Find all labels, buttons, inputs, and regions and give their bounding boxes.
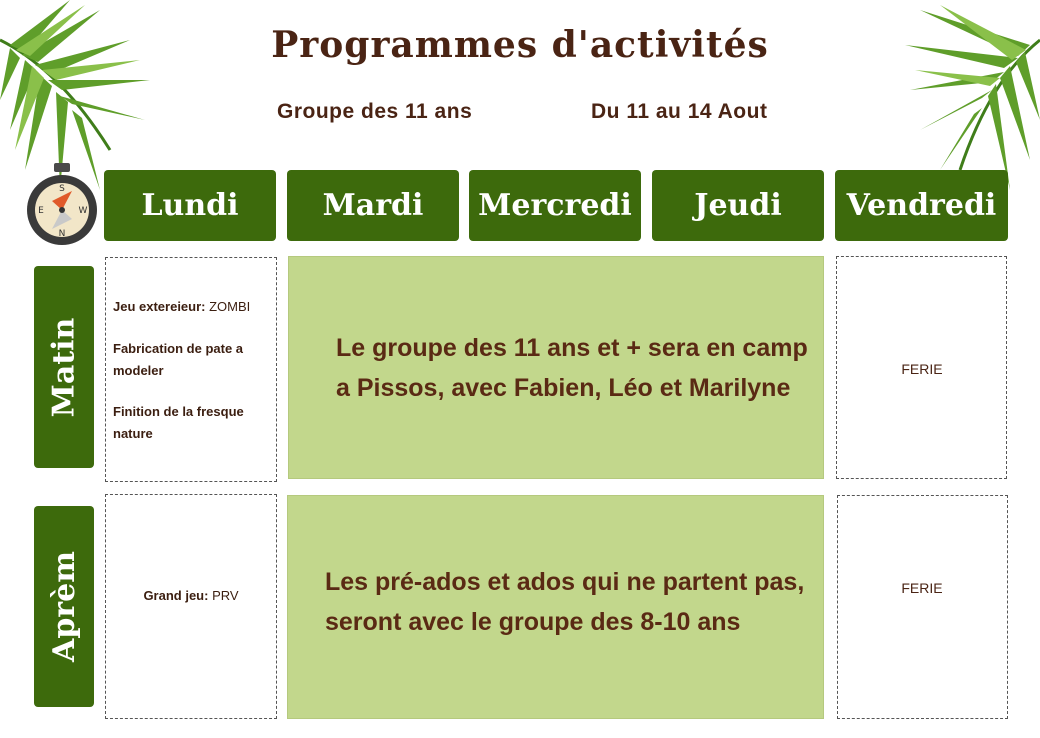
day-header-lundi: Lundi	[104, 170, 276, 241]
page-title: Programmes d'activités	[271, 24, 769, 66]
friday-afternoon-cell	[837, 495, 1008, 719]
monday-activity-1	[113, 296, 250, 318]
monday-afternoon-activity	[105, 585, 277, 607]
period-label-morning	[34, 266, 94, 468]
camp-afternoon-line-2: seront avec le groupe des 8-10 ans	[325, 608, 741, 636]
compass-w: W	[78, 206, 88, 216]
activity-1-value: ZOMBI	[205, 299, 251, 314]
dates-subtitle: Du 11 au 14 Aout	[591, 100, 768, 123]
day-header-mardi: Mardi	[287, 170, 459, 241]
afternoon-activity-value: PRV	[208, 588, 239, 603]
group-subtitle: Groupe des 11 ans	[277, 100, 473, 123]
monday-activity-3: Finition de la fresque nature	[113, 404, 244, 441]
friday-afternoon-ferie: FERIE	[901, 580, 943, 596]
camp-morning-line-2: a Pissos, avec Fabien, Léo et Marilyne	[336, 373, 791, 402]
monday-activity-2: Fabrication de pate a modeler	[113, 341, 244, 378]
period-label-afternoon	[34, 506, 94, 707]
compass-e: E	[38, 206, 44, 216]
period-morning-text: Matin	[46, 317, 82, 417]
camp-morning-line-1: Le groupe des 11 ans et + sera en camp	[336, 333, 808, 362]
friday-morning-ferie: FERIE	[901, 361, 943, 377]
afternoon-activity-label: Grand jeu:	[143, 588, 209, 603]
compass-icon	[25, 163, 99, 247]
camp-morning-block	[288, 256, 824, 479]
camp-afternoon-block	[287, 495, 824, 719]
camp-afternoon-line-1: Les pré-ados et ados qui ne partent pas,	[325, 568, 805, 596]
day-header-vendredi: Vendredi	[835, 170, 1008, 241]
compass-n: N	[58, 229, 66, 239]
compass-s: S	[59, 184, 65, 194]
period-afternoon-text: Aprèm	[46, 551, 82, 662]
day-header-mercredi: Mercredi	[469, 170, 641, 241]
activity-1-label: Jeu extereieur:	[113, 299, 206, 314]
day-header-jeudi: Jeudi	[652, 170, 824, 241]
